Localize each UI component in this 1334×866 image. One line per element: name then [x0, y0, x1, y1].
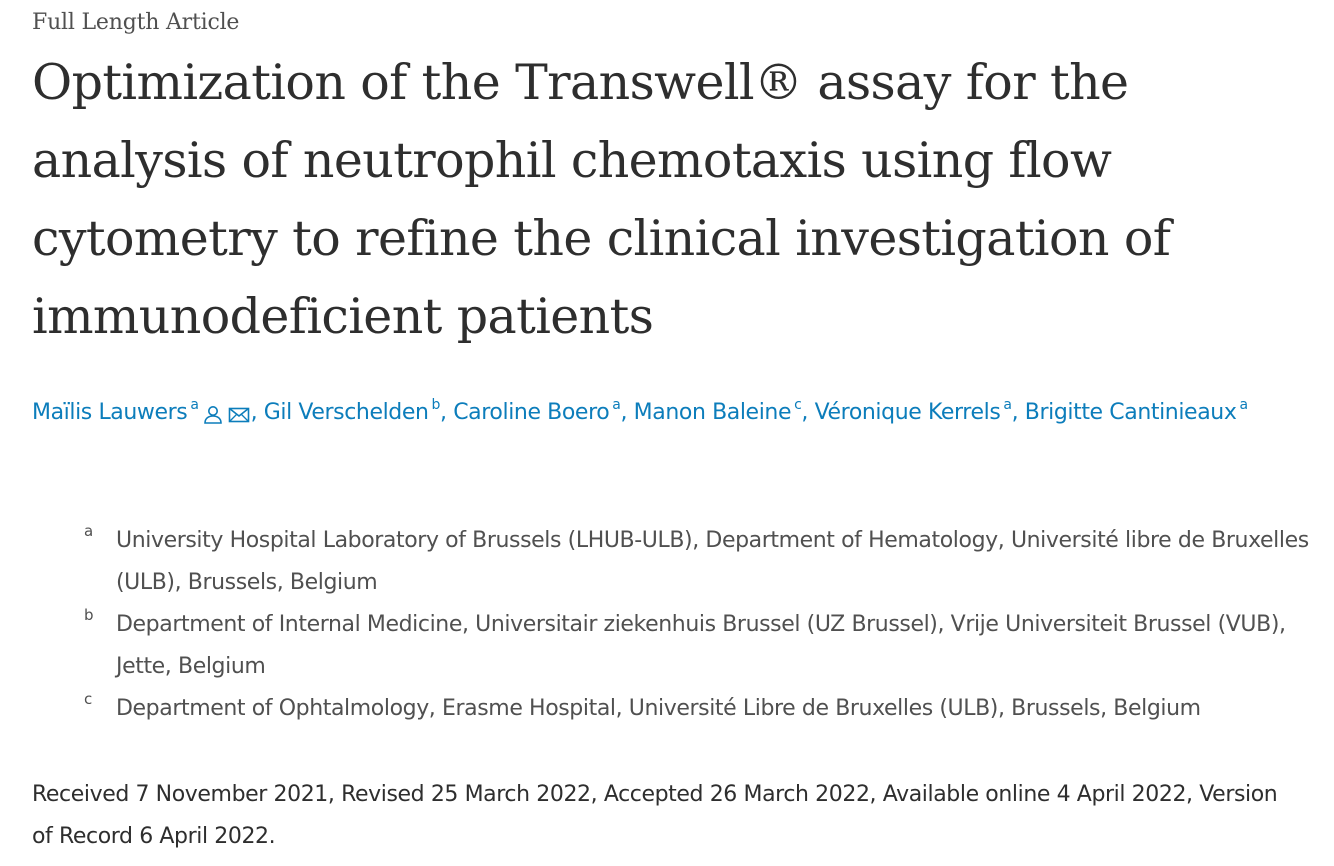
affiliation-text: Department of Internal Medicine, Universitair ziekenhuis Brussel (UZ Brussel), Vrije Universiteit Brussel (VUB), Jette, Belgium	[116, 612, 1286, 679]
author-icons	[202, 394, 251, 436]
author-affiliation-marker[interactable]: a	[190, 396, 199, 413]
affiliation-label: b	[84, 606, 94, 624]
affiliation-label: a	[84, 522, 93, 540]
affiliation-item	[84, 604, 1314, 688]
affiliation-label: c	[84, 690, 92, 708]
author-list: Maïlis Lauwers $^a$ , Gil Verschelden $^b$, Caroline Boero $^a$, Manon Baleine $^c$, Véronique Kerrels $^a$, Brigitte Cantinieaux $^a$	[32, 392, 1302, 436]
author-name: Maïlis Lauwers	[32, 400, 188, 425]
author-affiliation-marker[interactable]: b	[431, 396, 441, 413]
author-link[interactable]	[814, 396, 1012, 425]
author-name: Caroline Boero	[453, 400, 610, 425]
article-title: Optimization of the Transwell® assay for the analysis of neutrophil chemotaxis using flow cytometry to refine the clinical investigation of immunodeficient patients	[32, 54, 1171, 345]
author-link[interactable]	[263, 396, 441, 425]
person-icon[interactable]	[202, 404, 224, 426]
affiliation-item	[84, 520, 1314, 604]
author-link[interactable]	[1024, 396, 1248, 425]
envelope-icon[interactable]	[227, 404, 251, 426]
affiliation-item	[84, 688, 1314, 730]
affiliation-text: University Hospital Laboratory of Brussels (LHUB-ULB), Department of Hematology, Université libre de Bruxelles (ULB), Brussels, Belgium	[116, 528, 1309, 595]
author-name: Véronique Kerrels	[814, 400, 1001, 425]
author-affiliation-marker[interactable]: a	[1239, 396, 1248, 413]
author-affiliation-marker[interactable]: a	[612, 396, 621, 413]
affiliation-list	[84, 520, 1314, 730]
author-link[interactable]	[633, 396, 802, 425]
author-name: Gil Verschelden	[263, 400, 429, 425]
author-name: Brigitte Cantinieaux	[1024, 400, 1237, 425]
publication-dates: Received 7 November 2021, Revised 25 March 2022, Accepted 26 March 2022, Available online 4 April 2022, Version of Record 6 April 2022.	[32, 782, 1278, 849]
author-name: Manon Baleine	[633, 400, 792, 425]
author-affiliation-marker[interactable]: a	[1003, 396, 1012, 413]
author-link[interactable]	[453, 396, 621, 425]
affiliation-text: Department of Ophtalmology, Erasme Hospital, Université Libre de Bruxelles (ULB), Brussels, Belgium	[116, 696, 1201, 721]
article-type: Full Length Article	[32, 10, 240, 35]
author-link[interactable]	[32, 396, 251, 425]
author-affiliation-marker[interactable]: c	[794, 396, 802, 413]
